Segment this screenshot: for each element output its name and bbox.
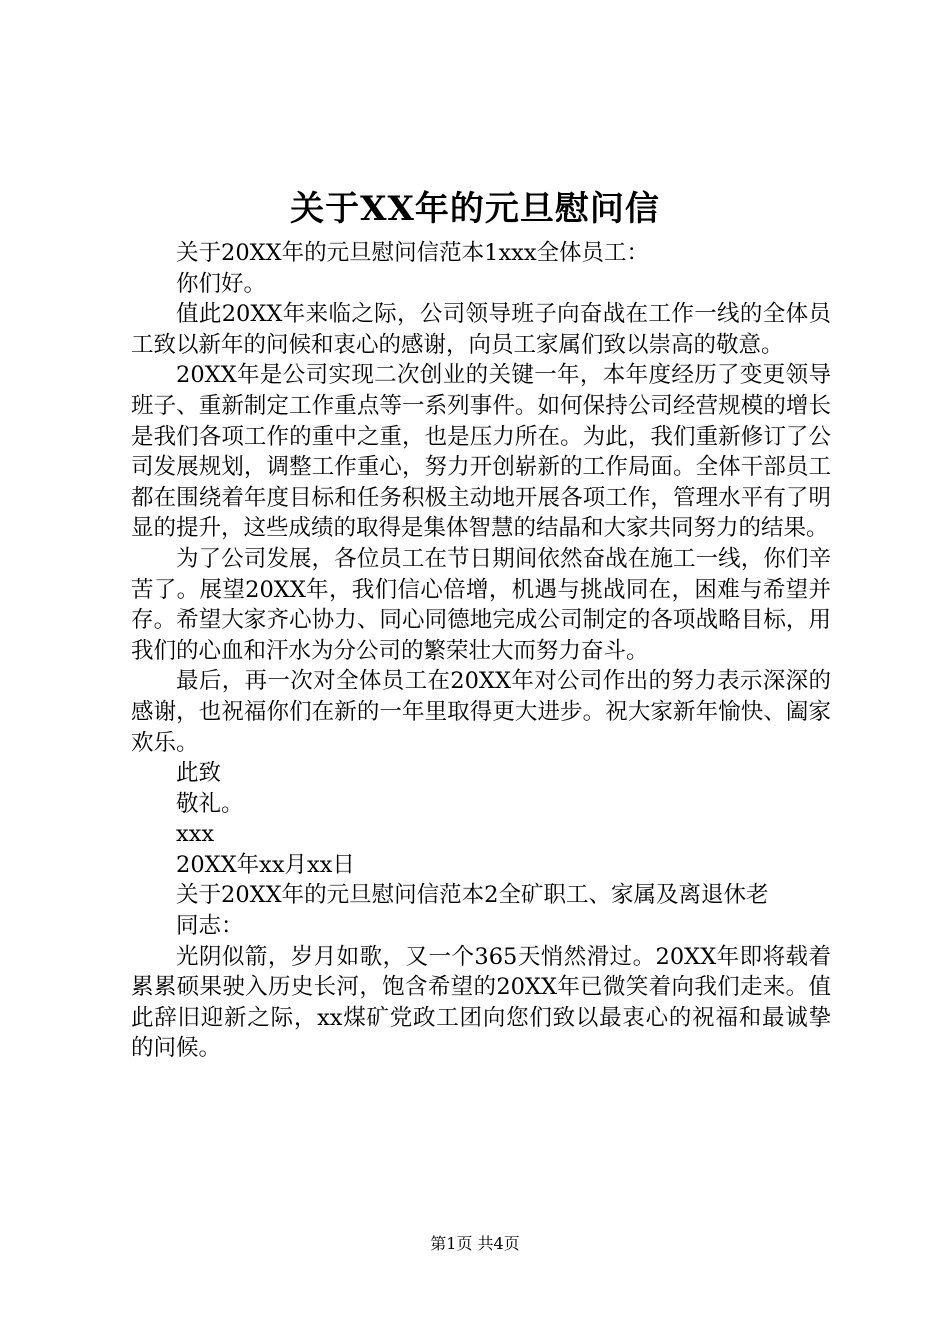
body-paragraph: 20XX年是公司实现二次创业的关键一年，本年度经历了变更领导班子、重新制定工作重点等一系列事件。如何保持公司经营规模的增长是我们各项工作的重中之重，也是压力所在。为此，我们重新修订了公司发展规划，调整工作重心，努力开创崭新的工作局面。全体干部员工都在围绕着年度目标和任务积极主动地开展各项工作，管理水平有了明显的提升，这些成绩的取得是集体智慧的结晶和大家共同努力的结果。 [131,362,831,542]
body-paragraph: 最后，再一次对全体员工在20XX年对公司作出的努力表示深深的感谢，也祝福你们在新的一年里取得更大进步。祝大家新年愉快、阖家欢乐。 [131,668,831,756]
document-body [131,238,831,1064]
body-paragraph: 值此20XX年来临之际，公司领导班子向奋战在工作一线的全体员工致以新年的问候和衷心的感谢，向员工家属们致以崇高的敬意。 [131,301,831,358]
document-title: 关于XX年的元旦慰问信 [290,189,660,229]
body-paragraph: 为了公司发展，各位员工在节日期间依然奋战在施工一线，你们辛苦了。展望20XX年，我们信心倍增，机遇与挑战同在，困难与希望并存。希望大家齐心协力、同心同德地完成公司制定的各项战略目标，用我们的心血和汗水为分公司的繁荣壮大而努力奋斗。 [131,545,831,664]
salutation: 同志： [176,913,244,940]
signature: xxx [176,821,215,848]
body-paragraph: 光阴似箭，岁月如歌，又一个365天悄然滑过。20XX年即将载着累累硕果驶入历史长河，饱含希望的20XX年已微笑着向我们走来。值此辞旧迎新之际，xx煤矿党政工团向您们致以最衷心的祝福和最诚挚的问候。 [131,943,831,1062]
salutation: 你们好。 [176,270,267,297]
date-line: 20XX年xx月xx日 [176,851,355,878]
section-heading: 关于20XX年的元旦慰问信范本2全矿职工、家属及离退休老 [176,882,769,909]
closing-line: 此致 [176,760,222,787]
closing-line: 敬礼。 [176,790,244,817]
page-footer: 第1页 共4页 [430,1234,520,1253]
greeting-line: 关于20XX年的元旦慰问信范本1xxx全体员工： [176,240,650,266]
